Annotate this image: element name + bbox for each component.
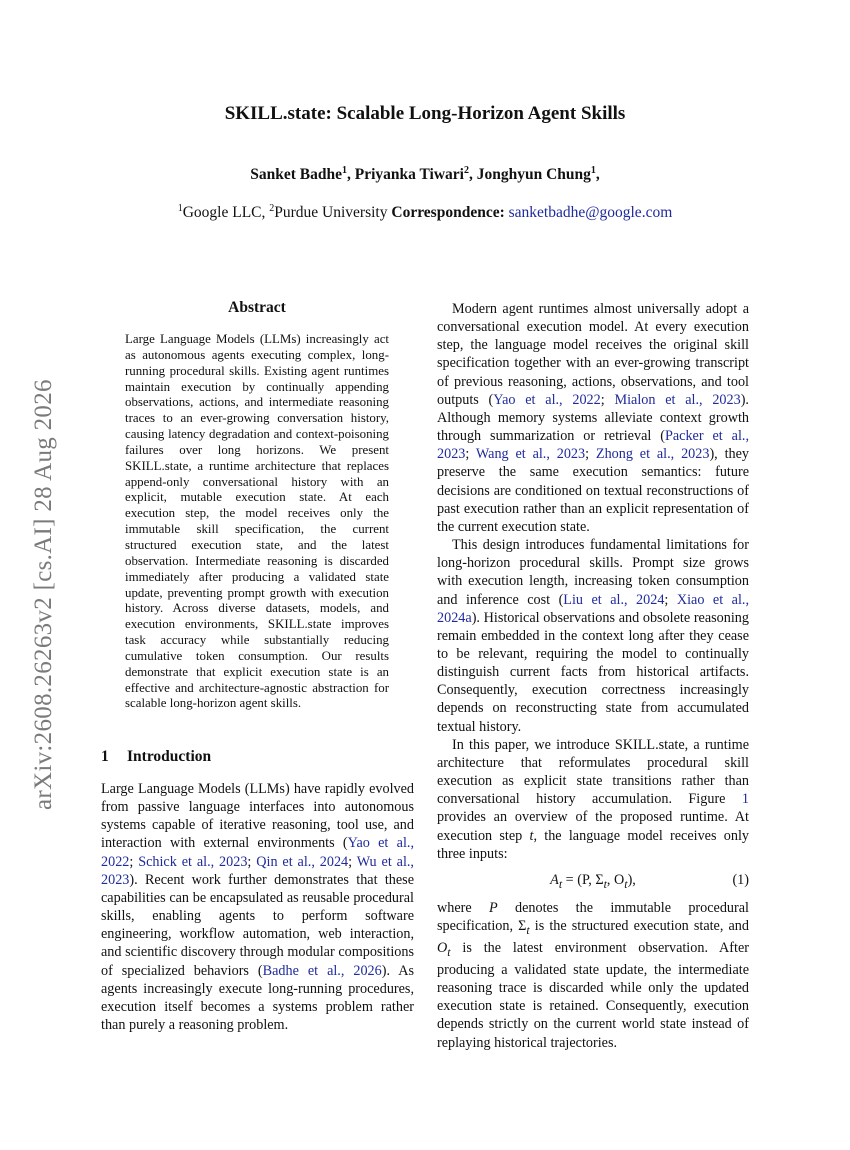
intro-paragraph-2: Modern agent runtimes almost universally adopt a conversational execution model. At every execution step, the language model receives the original skill specification together with an ever-growing transcript of previous reasoning, actions, observations, and tool outputs (Yao et al., 2022; Mialon et al., 2023). Although memory systems alleviate context growth through summarization or retrieval (Packer et al., 2023; Wang et al., 2023; Zhong et al., 2023), they preserve the same execution semantics: future decisions are conditioned on textual reconstructions of past execution rather than an explicit representation of the current execution state. <box>437 301 749 535</box>
citation-link[interactable]: Zhong et al., 2023 <box>595 446 710 463</box>
citation-link[interactable]: Liu et al., 2024 <box>563 591 665 608</box>
citation-link[interactable]: Badhe et al., 2026 <box>262 962 382 979</box>
arxiv-identifier-stamp: arXiv:2608.26263v2 [cs.AI] 28 Aug 2026 <box>30 379 57 810</box>
author-name: Priyanka Tiwari <box>354 166 464 183</box>
citation-link[interactable]: Xiao et al., 2024a <box>437 591 749 626</box>
citation-link[interactable]: Packer et al., 2023 <box>437 428 749 463</box>
equation-number: (1) <box>732 871 749 888</box>
abstract-text: Large Language Models (LLMs) increasingly act as autonomous agents executing complex, long-running procedural skills. Existing agent runtimes maintain execution by continually appending observations, actions, and intermediate reasoning traces to an ever-growing conversation history, causing latency degradation and context-poisoning failures over long horizons. We present SKILL.state, a runtime architecture that replaces append-only conversational history with an explicit, mutable execution state. At each execution step, the model receives only the immutable skill specification, the current structured execution state, and the latest observation. Intermediate reasoning is discarded immediately after producing a validated state update, preventing prompt growth with execution history. Across diverse datasets, models, and execution environments, SKILL.state improves task accuracy while substantially reducing cumulative token consumption. Our results demonstrate that explicit execution state is an effective and architecture-agnostic abstraction for scalable long-horizon agent skills. <box>125 332 389 711</box>
affiliation-line <box>0 204 850 222</box>
citation-link[interactable]: Wang et al., 2023 <box>475 446 586 463</box>
affiliation-name: Purdue University <box>274 204 392 221</box>
author-affiliation-mark: 2 <box>463 164 469 176</box>
author-affiliation-mark: 1 <box>341 164 347 176</box>
paper-title: SKILL.state: Scalable Long-Horizon Agent Skills <box>224 103 626 124</box>
author-list: Sanket Badhe$^1$, Priyanka Tiwari$^2$, Jonghyun Chung$^1$, <box>250 164 600 183</box>
citation-link[interactable]: Mialon et al., 2023 <box>614 391 741 408</box>
author-name: Jonghyun Chung <box>476 166 591 183</box>
affiliation-name: Google LLC, <box>182 204 270 221</box>
affiliation-number: 2 <box>269 202 275 214</box>
equation-body: $A_t = (P$, $\Sigma_t$, $O_t$), <box>550 871 636 891</box>
section-heading-introduction <box>101 748 421 766</box>
citation-link[interactable]: Yao et al., 2022 <box>493 391 601 408</box>
intro-paragraph-4: In this paper, we introduce SKILL.state, a runtime architecture that reformulates procedural skill execution as explicit state transitions rather than conversational history accumulation. Figure 1 provides an overview of the proposed runtime. At execution step t, the language model receives only three inputs: <box>437 736 749 862</box>
intro-paragraph-5: where P denotes the immutable procedural specification, $\Sigma_t$ is the structured execution state, and $O_t$ is the latest environment observation. After producing a validated state update, the intermediate reasoning trace is discarded while only the updated execution state is retained. Consequently, execution depends strictly on the current world state instead of replaying historical trajectories. <box>437 899 749 1051</box>
intro-paragraph-1: Large Language Models (LLMs) have rapidly evolved from passive language interfaces into autonomous systems capable of iterative reasoning, tool use, and interaction with external environments (Yao et al., 2022; Schick et al., 2023; Qin et al., 2024; Wu et al., 2023). Recent work further demonstrates that these capabilities can be encapsulated as reusable procedural skills, enabling agents to perform software engineering, workflow automation, web interaction, and scientific discovery through modular compositions of specialized behaviors (Badhe et al., 2026). As agents increasingly execute long-running procedures, execution itself becomes a systems problem rather than purely a reasoning problem. <box>101 781 414 1034</box>
right-column <box>437 300 749 1052</box>
intro-paragraph-3: This design introduces fundamental limitations for long-horizon procedural skills. Prompt size grows with execution length, increasing token consumption and inference cost (Liu et al., 2024; Xiao et al., 2024a). Historical observations and obsolete reasoning remain embedded in the context long after they cease to be relevant, requiring the model to continually distinguish current facts from historical artifacts. Consequently, execution correctness increasingly depends on reconstructing state from accumulated textual history. <box>437 537 749 735</box>
correspondence-email-link[interactable]: sanketbadhe@google.com <box>508 204 673 221</box>
section-title: Introduction <box>127 748 212 765</box>
equation-1 <box>437 863 749 899</box>
citation-link[interactable]: Yao et al., 2022 <box>101 835 414 870</box>
abstract-heading: Abstract <box>228 299 286 316</box>
citation-link[interactable]: Qin et al., 2024 <box>256 853 349 870</box>
correspondence-label: Correspondence: <box>391 204 509 221</box>
citation-link[interactable]: 1 <box>741 791 749 808</box>
author-affiliation-mark: 1 <box>590 164 596 176</box>
author-name: Sanket Badhe <box>250 166 342 183</box>
affiliation-number: 1 <box>177 202 183 214</box>
citation-link[interactable]: Schick et al., 2023 <box>138 853 248 870</box>
section-number: 1 <box>101 748 109 765</box>
citation-link[interactable]: Wu et al., 2023 <box>101 853 414 888</box>
